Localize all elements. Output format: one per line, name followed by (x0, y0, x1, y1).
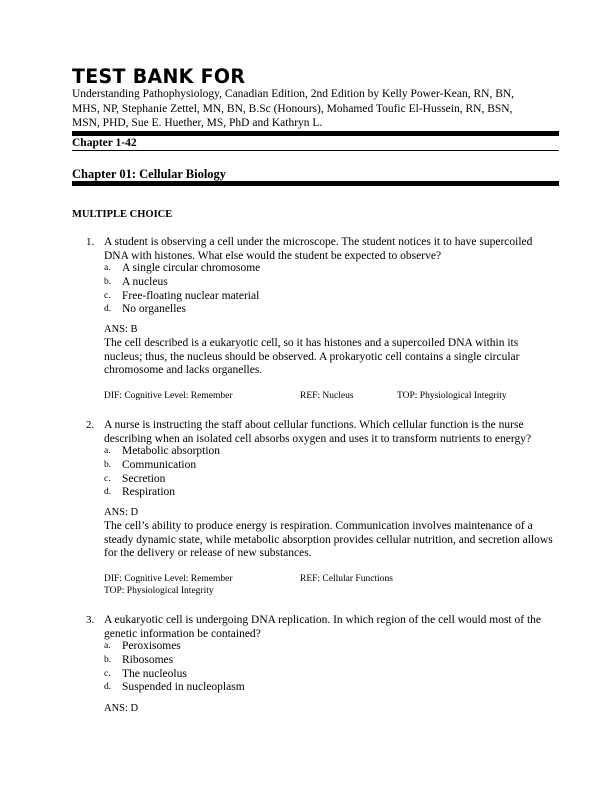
option-text: Respiration (122, 486, 176, 499)
option-text: Secretion (122, 472, 166, 485)
book-citation: Understanding Pathophysiology, Canadian Edition, 2nd Edition by Kelly Power-Kean, RN, BN, MHS, NP, Stephanie Zettel, MN, BN, B.Sc (Honours), Mohamed Toufic El-Hussein, RN, BSN, MSN, PHD, Sue E. Huether, MS, PhD and Kathryn L. (72, 88, 515, 130)
question-number: 2. (86, 419, 95, 431)
option-letter: c. (104, 668, 111, 679)
option-text: Free-floating nuclear material (122, 289, 260, 302)
option-text: A single circular chromosome (122, 262, 261, 274)
rationale: The cell described is a eukaryotic cell, so it has histones and a supercoiled DNA within its nucleus; thus, the nucleus should be observed. A prokaryotic cell contains a single circular chromosome and lacks organelles. (104, 337, 520, 377)
option-letter: d. (104, 487, 112, 498)
topic: TOP: Physiological Integrity (397, 391, 507, 401)
option-text: The nucleolus (122, 667, 187, 680)
option-letter: a. (104, 641, 111, 651)
option-letter: a. (104, 263, 111, 273)
topic: TOP: Physiological Integrity (104, 586, 214, 596)
option-letter: d. (104, 304, 112, 315)
thick-divider (72, 131, 559, 136)
thick-divider (72, 181, 559, 186)
option-text: Communication (122, 458, 197, 471)
section-heading: MULTIPLE CHOICE (72, 209, 173, 220)
option-letter: d. (104, 682, 112, 693)
reference: REF: Cellular Functions (300, 574, 393, 584)
difficulty: DIF: Cognitive Level: Remember (104, 391, 233, 401)
option-text: Metabolic absorption (122, 445, 221, 457)
option-letter: a. (104, 446, 111, 456)
option-text: No organelles (122, 303, 186, 316)
rationale: The cell’s ability to produce energy is respiration. Communication involves maintenance of a steady dynamic state, while metabolic absorption provides cellular nutrition, and secretion allows for the delivery or release of new substances. (104, 520, 553, 560)
question-stem: A nurse is instructing the staff about cellular functions. Which cellular function is the nurse describing when an isolated cell absorbs oxygen and uses it to transform nutrients to energy? (104, 419, 532, 445)
question-number: 1. (86, 236, 95, 248)
answer-key: ANS: D (104, 507, 139, 518)
option-text: Suspended in nucleoplasm (122, 681, 245, 694)
question-stem: A student is observing a cell under the microscope. The student notices it to have supercoiled DNA with histones. What else would the student be expected to observe? (104, 236, 533, 262)
thin-divider (72, 150, 559, 151)
option-text: Ribosomes (122, 653, 174, 666)
option-letter: b. (104, 654, 112, 665)
question-stem: A eukaryotic cell is undergoing DNA replication. In which region of the cell would most of the genetic information be contained? (104, 614, 542, 640)
question-number: 3. (86, 614, 95, 626)
option-text: A nucleus (122, 275, 168, 288)
chapter-range: Chapter 1-42 (72, 137, 137, 149)
reference: REF: Nucleus (300, 391, 354, 401)
chapter-title: Chapter 01: Cellular Biology (72, 167, 227, 181)
difficulty: DIF: Cognitive Level: Remember (104, 574, 233, 584)
option-letter: b. (104, 459, 112, 470)
option-letter: b. (104, 276, 112, 287)
option-text: Peroxisomes (122, 640, 181, 652)
answer-key: ANS: B (104, 324, 138, 335)
test-bank-banner: TEST BANK FOR (72, 64, 246, 89)
option-letter: c. (104, 290, 111, 301)
option-letter: c. (104, 473, 111, 484)
answer-key: ANS: D (104, 703, 139, 714)
